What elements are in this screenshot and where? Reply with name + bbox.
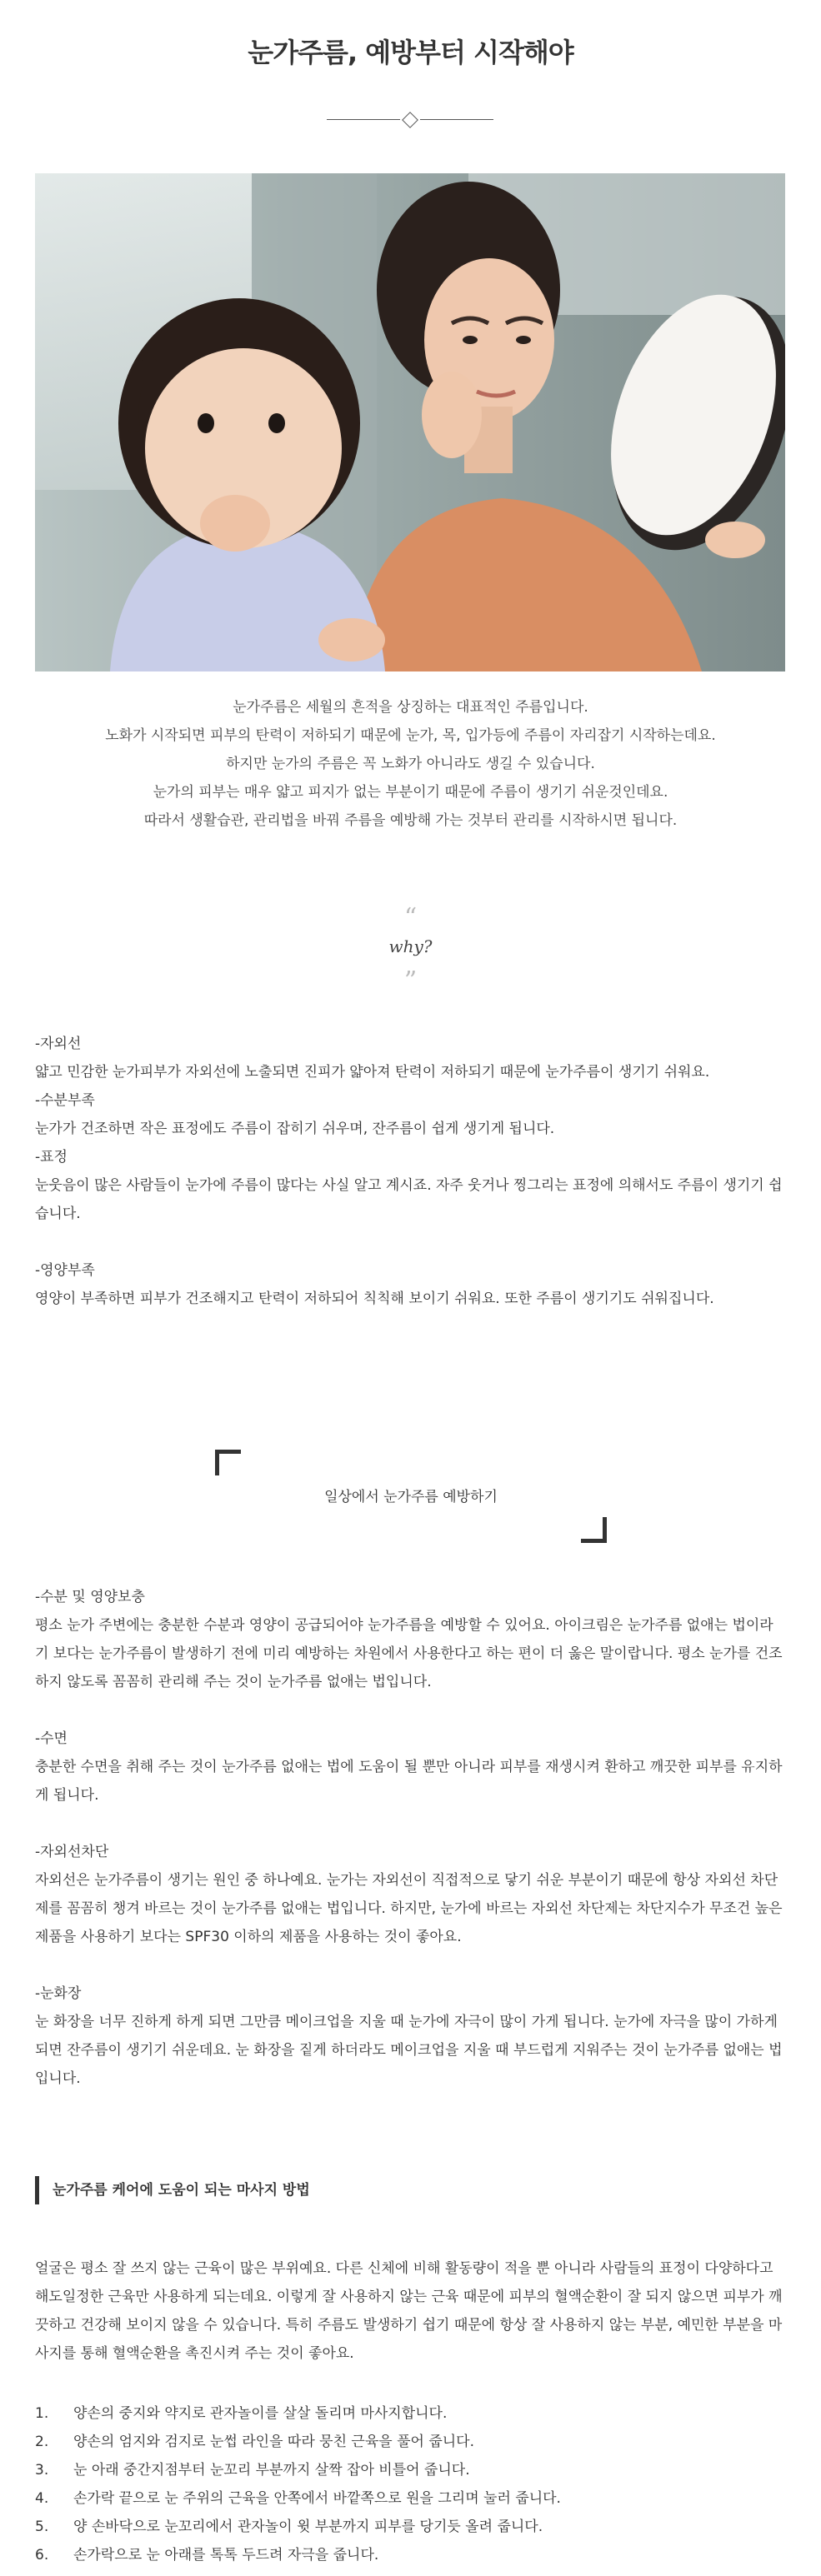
list-item bbox=[35, 2399, 785, 2428]
list-item bbox=[35, 2541, 785, 2569]
step-text: 눈 아래 중간지점부터 눈꼬리 부분까지 살짝 잡아 비틀어 줍니다. bbox=[73, 2462, 470, 2479]
cause-uv-body: 얇고 민감한 눈가피부가 자외선에 노출되면 진피가 얇아져 탄력이 저하되기 때문에 눈가주름이 생기기 쉬워요. bbox=[35, 1064, 710, 1081]
intro-line: 눈가의 피부는 매우 얇고 피지가 없는 부분이기 때문에 주름이 생기기 쉬운것인데요. bbox=[153, 784, 668, 801]
prevention-section bbox=[35, 1583, 785, 2093]
step-text: 양손의 중지와 약지로 관자놀이를 살살 돌리며 마사지합니다. bbox=[73, 2405, 448, 2422]
prevention-heading-box bbox=[215, 1450, 607, 1543]
cause-nutrition-body: 영양이 부족하면 피부가 건조해지고 탄력이 저하되어 칙칙해 보이기 쉬워요. 또한 주름이 생기기도 쉬워집니다. bbox=[35, 1290, 714, 1307]
step-number: 6. bbox=[35, 2547, 49, 2564]
open-quote-icon: “ bbox=[403, 903, 418, 932]
cause-expression-heading: -표정 bbox=[35, 1149, 68, 1166]
massage-steps-list bbox=[35, 2399, 785, 2569]
list-item bbox=[35, 2428, 785, 2456]
spacer bbox=[35, 1696, 785, 1725]
intro-line: 하지만 눈가의 주름은 꼭 노화가 아니라도 생길 수 있습니다. bbox=[226, 756, 595, 772]
cause-moisture-body: 눈가가 건조하면 작은 표정에도 주름이 잡히기 쉬우며, 잔주름이 쉽게 생기게 됩니다. bbox=[35, 1121, 555, 1137]
prevention-makeup-heading: -눈화장 bbox=[35, 1985, 82, 2002]
step-number: 1. bbox=[35, 2405, 49, 2422]
cause-uv-heading: -자외선 bbox=[35, 1036, 82, 1052]
title-divider bbox=[327, 112, 493, 128]
prevention-heading: 일상에서 눈가주름 예방하기 bbox=[324, 1489, 498, 1505]
step-number: 4. bbox=[35, 2490, 49, 2507]
intro-line: 노화가 시작되면 피부의 탄력이 저하되기 때문에 눈가, 목, 입가등에 주름이 자리잡기 시작하는데요. bbox=[105, 727, 716, 744]
cause-nutrition-heading: -영양부족 bbox=[35, 1262, 95, 1279]
cause-moisture-heading: -수분부족 bbox=[35, 1092, 95, 1109]
spacer bbox=[35, 1228, 785, 1256]
prevention-sleep-body: 충분한 수면을 취해 주는 것이 눈가주름 없애는 법에 도움이 될 뿐만 아니라 피부를 재생시켜 환하고 깨끗한 피부를 유지하게 됩니다. bbox=[35, 1759, 783, 1804]
list-item bbox=[35, 2513, 785, 2541]
intro-line: 눈가주름은 세월의 흔적을 상징하는 대표적인 주름입니다. bbox=[233, 699, 588, 716]
page-title: 눈가주름, 예방부터 시작해야 bbox=[248, 37, 573, 68]
step-number: 3. bbox=[35, 2462, 49, 2479]
list-item bbox=[35, 2484, 785, 2513]
prevention-care-body: 평소 눈가 주변에는 충분한 수분과 영양이 공급되어야 눈가주름을 예방할 수 있어요. 아이크림은 눈가주름 없애는 법이라기 보다는 눈가주름이 발생하기 전에 미리 예방하는 차원에서 사용한다고 하는 편이 더 옳은 말이랍니다. 평소 눈가를 건조하지 않도록 꼼꼼히 관리해 주는 것이 눈가주름 없애는 법입니다. bbox=[35, 1617, 783, 1690]
close-quote-icon: ” bbox=[403, 966, 418, 996]
hero-photo bbox=[35, 173, 785, 671]
spacer bbox=[35, 1951, 785, 1979]
bracket-bottom-right-icon bbox=[581, 1517, 607, 1543]
step-text: 손가락으로 눈 아래를 톡톡 두드려 자극을 줍니다. bbox=[73, 2547, 379, 2564]
step-number: 2. bbox=[35, 2434, 49, 2450]
step-text: 손가락 끝으로 눈 주위의 근육을 안쪽에서 바깥쪽으로 원을 그리며 눌러 줍니다. bbox=[73, 2490, 561, 2507]
massage-intro bbox=[35, 2254, 785, 2368]
bracket-top-left-icon bbox=[215, 1450, 241, 1475]
massage-heading: 눈가주름 케어에 도움이 되는 마사지 방법 bbox=[35, 2176, 310, 2204]
cause-expression-body: 눈웃음이 많은 사람들이 눈가에 주름이 많다는 사실 알고 계시죠. 자주 웃거나 찡그리는 표정에 의해서도 주름이 생기기 쉽습니다. bbox=[35, 1177, 783, 1222]
massage-intro-text: 얼굴은 평소 잘 쓰지 않는 근육이 많은 부위예요. 다른 신체에 비해 활동량이 적을 뿐 아니라 사람들의 표정이 다양하다고 해도일정한 근육만 사용하게 되는데요. 이렇게 잘 사용하지 않는 근육 때문에 피부의 혈액순환이 잘 되지 않으면 피부가 깨끗하고 건강해 보이지 않을 수 있습니다. 특히 주름도 발생하기 쉽기 때문에 항상 잘 사용하지 않는 부분, 예민한 부분을 마사지를 통해 혈액순환을 촉진시켜 주는 것이 좋아요. bbox=[35, 2260, 783, 2362]
prevention-makeup-body: 눈 화장을 너무 진하게 하게 되면 그만큼 메이크업을 지울 때 눈가에 자극이 많이 가게 됩니다. 눈가에 자극을 많이 가하게 되면 잔주름이 생기기 쉬운데요. 눈 화장을 짙게 하더라도 메이크업을 지울 때 부드럽게 지워주는 것이 눈가주름 없애는 법입니다. bbox=[35, 2014, 783, 2087]
why-label: why? bbox=[388, 936, 433, 956]
intro-line: 따라서 생활습관, 관리법을 바꿔 주름을 예방해 가는 것부터 관리를 시작하시면 됩니다. bbox=[143, 812, 678, 829]
step-number: 5. bbox=[35, 2519, 49, 2535]
prevention-care-heading: -수분 및 영양보충 bbox=[35, 1589, 145, 1605]
divider-diamond-icon bbox=[402, 112, 418, 128]
step-text: 양 손바닥으로 눈꼬리에서 관자놀이 윗 부분까지 피부를 당기듯 올려 줍니다. bbox=[73, 2519, 543, 2535]
causes-section bbox=[35, 1030, 785, 1313]
hero-photo-illustration bbox=[35, 173, 785, 671]
intro-text bbox=[0, 693, 821, 835]
step-text: 양손의 엄지와 검지로 눈썹 라인을 따라 뭉친 근육을 풀어 줍니다. bbox=[73, 2434, 475, 2450]
divider-line-left bbox=[327, 119, 400, 120]
list-item bbox=[35, 2456, 785, 2484]
divider-line-right bbox=[420, 119, 493, 120]
prevention-sunblock-body: 자외선은 눈가주름이 생기는 원인 중 하나예요. 눈가는 자외선이 직접적으로 닿기 쉬운 부분이기 때문에 항상 자외선 차단제를 꼼꼼히 챙겨 바르는 것이 눈가주름 없애는 법입니다. 하지만, 눈가에 바르는 자외선 차단제는 차단지수가 무조건 높은 제품을 사용하기 보다는 SPF30 이하의 제품을 사용하는 것이 좋아요. bbox=[35, 1872, 783, 1945]
prevention-sunblock-heading: -자외선차단 bbox=[35, 1844, 109, 1860]
spacer bbox=[35, 1810, 785, 1838]
prevention-sleep-heading: -수면 bbox=[35, 1730, 68, 1747]
